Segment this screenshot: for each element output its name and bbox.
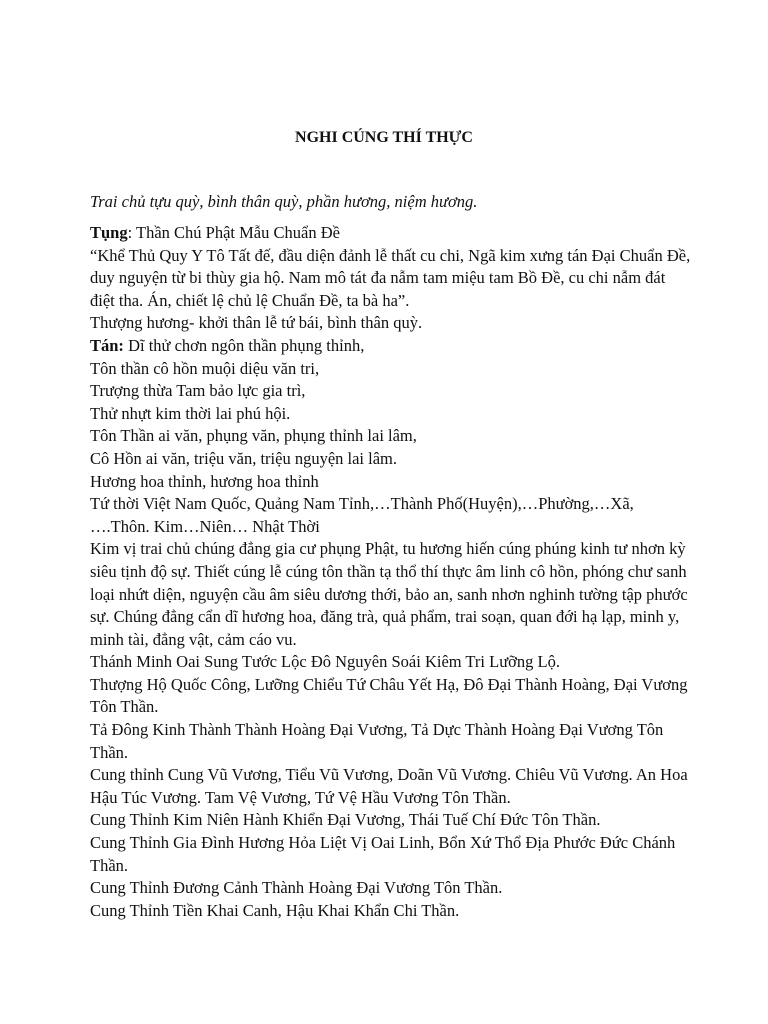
- tan-line: Trượng thừa Tam bảo lực gia trì,: [90, 381, 306, 401]
- body-paragraph: Cung Thỉnh Gia Đình Hương Hỏa Liệt Vị Oai Linh, Bổn Xứ Thổ Địa Phước Đức Chánh Thần.: [90, 833, 676, 875]
- tung-title: : Thần Chú Phật Mẫu Chuẩn Đề: [127, 223, 340, 242]
- tan-first-line: Dĩ thử chơn ngôn thần phụng thỉnh,: [123, 335, 365, 355]
- tan-line: Hương hoa thỉnh, hương hoa thỉnh: [90, 471, 319, 491]
- tan-line: Cô Hồn ai văn, triệu văn, triệu nguyện lai lâm.: [90, 448, 398, 468]
- tan-heading: [90, 335, 694, 358]
- body-paragraph: Thượng Hộ Quốc Công, Lưỡng Chiểu Tứ Châu Yết Hạ, Đô Đại Thành Hoàng, Đại Vương Tôn Thần.: [90, 674, 688, 717]
- tung-label: Tụng: [90, 223, 128, 242]
- body-paragraph: Cung Thỉnh Tiền Khai Canh, Hậu Khai Khẩn Chi Thần.: [90, 900, 460, 920]
- body-paragraph: Cung Thỉnh Đương Cảnh Thành Hoàng Đại Vương Tôn Thần.: [90, 878, 503, 898]
- tan-line: Tôn thần cô hồn muội diệu văn tri,: [90, 358, 320, 378]
- body-paragraph: Tả Đông Kinh Thành Thành Hoàng Đại Vương, Tả Dực Thành Hoàng Đại Vương Tôn Thần.: [90, 720, 664, 762]
- body-paragraph: Kim vị trai chủ chúng đẳng gia cư phụng Phật, tu hương hiến cúng phúng kinh tư nhơn kỳ siêu tịnh độ sự. Thiết cúng lễ cúng tôn thần tạ thổ thí thực âm linh cô hồn, phóng chư sanh loại nhứt diện, nguyện cầu âm siêu dương thới, bảo an, sanh nhơn nghinh tường tập phước sự. Chúng đẳng cẩn dĩ hương hoa, đăng trà, quả phẩm, trai soạn, quan đới hạ lạp, minh y, minh tài, đẳng vật, cảm cáo vu.: [90, 539, 688, 649]
- intro-instruction: Trai chủ tựu quỳ, bình thân quỳ, phần hương, niệm hương.: [90, 192, 478, 211]
- body-paragraph: Thánh Minh Oai Sung Tước Lộc Đô Nguyên Soái Kiêm Tri Lưỡng Lộ.: [90, 652, 560, 672]
- tung-heading: [90, 222, 694, 245]
- document-title: NGHI CÚNG THÍ THỰC: [295, 129, 473, 146]
- body-paragraph: Cung thỉnh Cung Vũ Vương, Tiểu Vũ Vương, Doãn Vũ Vương. Chiêu Vũ Vương. An Hoa Hậu Túc Vương. Tam Vệ Vương, Tứ Vệ Hầu Vương Tôn Thần.: [90, 765, 688, 807]
- tung-mantra: “Khể Thủ Quy Y Tô Tất đế, đầu diện đảnh lễ thất cu chi, Ngã kim xưng tán Đại Chuẩn Đề, duy nguyện từ bi thùy gia hộ. Nam mô tát đa nẫm tam miệu tam Bồ Đề, cu chi nẫm đát điệt tha. Án, chiết lệ chủ lệ Chuẩn Đề, ta bà ha”.: [90, 245, 691, 310]
- thuong-huong-line: Thượng hương- khởi thân lễ tứ bái, bình thân quỳ.: [90, 313, 423, 333]
- body-paragraph: Tứ thời Việt Nam Quốc, Quảng Nam Tỉnh,…Thành Phố(Huyện),…Phường,…Xã, ….Thôn. Kim…Niên… Nhật Thời: [90, 494, 634, 536]
- tan-line: Thử nhựt kim thời lai phú hội.: [90, 403, 291, 423]
- tan-label: Tán:: [90, 335, 124, 355]
- document-body: [90, 222, 694, 922]
- body-paragraph: Cung Thỉnh Kim Niên Hành Khiển Đại Vương, Thái Tuế Chí Đức Tôn Thần.: [90, 810, 601, 830]
- tan-line: Tôn Thần ai văn, phụng văn, phụng thỉnh lai lâm,: [90, 426, 417, 446]
